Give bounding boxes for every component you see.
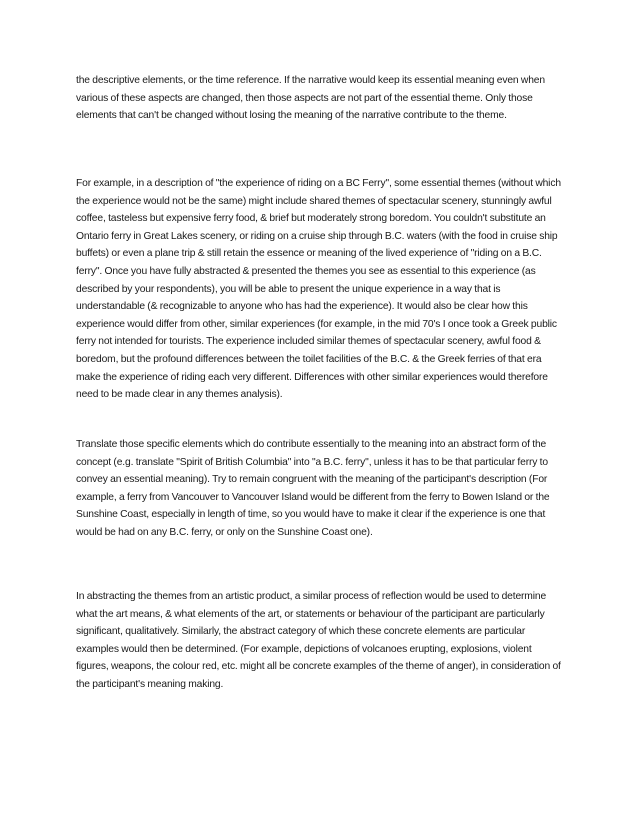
paragraph-bc-ferry-example: For example, in a description of "the experience of riding on a BC Ferry", some essential themes (without which the experience would not be the same) might include shared themes of spectacular scenery, stunningly awful coffee, tasteless but expensive ferry food, & brief but moderately strong boredom. You couldn't substitute an Ontario ferry in Great Lakes scenery, or riding on a cruise ship through B.C. waters (with the food in cruise ship buffets) or even a plane trip & still retain the essence or meaning of the lived experience of "riding on a B.C. ferry". Once you have fully abstracted & presented the themes you see as essential to this experience (as described by your respondents), you will be able to present the unique experience in a way that is understandable (& recognizable to anyone who has had the experience). It would also be clear how this experience would differ from other, similar experiences (for example, in the mid 70's I once took a Greek public ferry not intended for tourists. The experience included similar themes of spectacular scenery, awful food & boredom, but the profound differences between the toilet facilities of the B.C. & the Greek ferries of that era make the experience of riding each very different. Differences with other similar experiences would therefore need to be made clear in any themes analysis).	[76, 178, 561, 401]
paragraph-essential-elements: the descriptive elements, or the time reference. If the narrative would keep its essential meaning even when various of these aspects are changed, then those aspects are not part of the essential theme. Only those elements that can't be changed without losing the meaning of the narrative contribute to the theme.	[76, 75, 545, 122]
paragraph-artistic-product: In abstracting the themes from an artistic product, a similar process of reflection would be used to determine what the art means, & what elements of the art, or statements or behaviour of the participant are particularly significant, qualitatively. Similarly, the abstract category of which these concrete elements are particular examples would then be determined. (For example, depictions of volcanoes erupting, explosions, violent figures, weapons, the colour red, etc. might all be concrete examples of the theme of anger), in consideration of the participant's meaning making.	[76, 591, 561, 690]
paragraph-translate-elements: Translate those specific elements which do contribute essentially to the meaning into an abstract form of the concept (e.g. translate "Spirit of British Columbia" into "a B.C. ferry", unless it has to be that particular ferry to convey an essential meaning). Try to remain congruent with the meaning of the participant's description (For example, a ferry from Vancouver to Vancouver Island would be different from the ferry to Bowen Island or the Sunshine Coast, especially in length of time, so you would have to make it clear if the experience is one that would be had on any B.C. ferry, or only on the Sunshine Coast one).	[76, 439, 550, 538]
